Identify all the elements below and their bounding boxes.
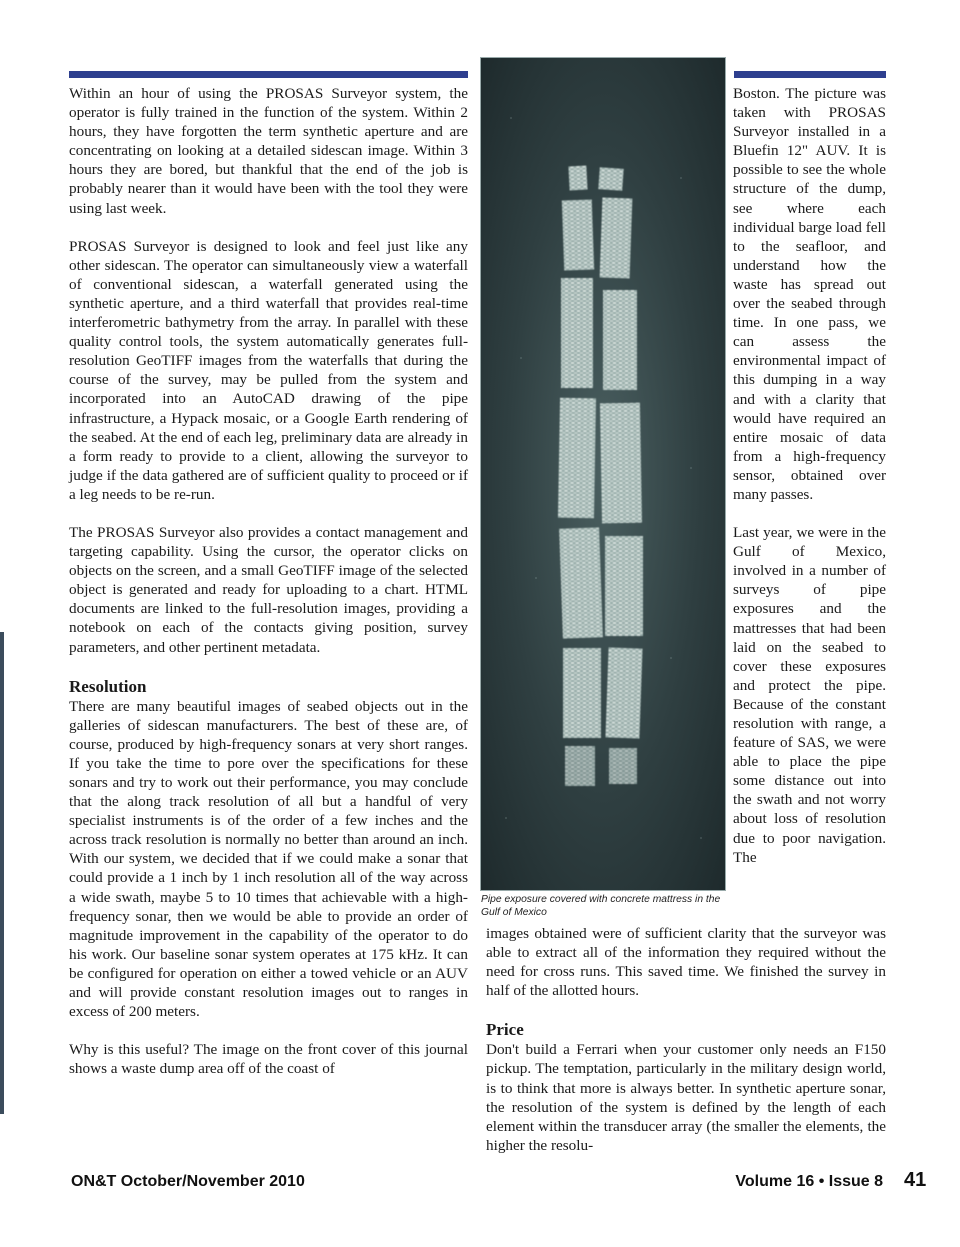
figure-caption: Pipe exposure covered with concrete mattress in the Gulf of Mexico bbox=[481, 894, 721, 918]
sonar-image bbox=[480, 57, 726, 891]
body-paragraph: PROSAS Surveyor is designed to look and feel just like any other sidescan. The operator can simultaneously view a waterfall of conventional sidescan, a waterfall generated using the synthetic aperture, and a third waterfall that provides real-time interferometric bathymetry from the array. In parallel with these quality control tools, the system automatically generates full-resolution GeoTIFF images from the waterfalls that during the course of the survey, may be pulled from the system and incorporated into an AutoCAD drawing of the pipe infrastructure, a Hypack mosaic, or a Google Earth rendering of the seabed. At the end of each leg, preliminary data are already in a form ready to provide to a client, allowing the surveyor to judge if the data gathered are of sufficient quality to proceed or if a leg needs to be re-run. bbox=[69, 237, 468, 503]
page-number: 41 bbox=[904, 1169, 927, 1191]
footer-publication: ON&T October/November 2010 bbox=[71, 1173, 305, 1190]
section-heading-price: Price bbox=[486, 1020, 524, 1040]
body-paragraph: There are many beautiful images of seabed objects out in the galleries of sidescan manufacturers. The best of these are, of course, produced by high-frequency sonars at very short ranges. If you take the time to pore over the specifications for these sonars and try to work out their performance, you may conclude that the along track resolution of all but a handful of very specialist instruments is of the order of a few inches and the across track resolution is normally no better than around an inch. With our system, we decided that if we could make a sonar that could provide a 1 inch by 1 inch resolution all of the way across a wide swath, maybe 5 to 10 times that achievable with a high-frequency sonar, then we would be able to provide an order of magnitude improvement in the capability of the operator to do his work. Our baseline sonar system operates at 175 kHz. It can be configured for operation on either a towed vehicle or an AUV and will provide constant resolution images out to ranges in excess of 200 meters. bbox=[69, 697, 468, 1021]
body-paragraph: The PROSAS Surveyor also provides a contact management and targeting capability. Using the cursor, the operator clicks on objects on the screen, and a small GeoTIFF image of the selected object is generated and ready for uploading to a chart. HTML documents are linked to the full-resolution images, providing a notebook on each of the contacts giving position, survey parameters, and other pertinent metadata. bbox=[69, 523, 468, 656]
right-column bbox=[733, 84, 886, 886]
body-paragraph: Don't build a Ferrari when your customer only needs an F150 pickup. The temptation, particularly in the military design world, is to think that more is always better. In synthetic aperture sonar, the resolution of the system is defined by the length of each element within the transducer array (the smaller the elements, the higher the resolu- bbox=[486, 1041, 886, 1154]
body-paragraph: images obtained were of sufficient clarity that the surveyor was able to extract all of the information they required without the need for cross runs. This saved time. We finished the survey in half of the allotted hours. bbox=[486, 925, 886, 1000]
sonar-image-graphic bbox=[481, 58, 725, 890]
bottom-right-column bbox=[486, 924, 886, 1155]
body-paragraph: Last year, we were in the Gulf of Mexico, involved in a number of surveys of pipe exposures and the mattresses that had been laid on the seabed to cover these exposures and protect the pipe. Because of the constant resolution with range, a feature of SAS, we were able to place the pipe some distance out into the swath and not worry about loss of resolution due to poor navigation. The bbox=[733, 524, 886, 866]
section-heading-resolution: Resolution bbox=[69, 676, 147, 696]
footer-issue: Volume 16 • Issue 8 bbox=[735, 1173, 883, 1190]
top-rule-left bbox=[69, 71, 468, 78]
body-paragraph: Within an hour of using the PROSAS Surveyor system, the operator is fully trained in the function of the system. Within 2 hours, they have forgotten the term synthetic aperture and are concentrating on looking at a detailed sidescan image. Within 3 hours they are bored, but thankful that the end of the job is probably nearer than it would have been with the tool they were using last week. bbox=[69, 85, 468, 217]
page-edge-bar bbox=[0, 632, 4, 1114]
left-column bbox=[69, 84, 468, 1078]
body-paragraph: Why is this useful? The image on the front cover of this journal shows a waste dump area off of the coast of bbox=[69, 1041, 468, 1078]
body-paragraph: Boston. The picture was taken with PROSAS Surveyor installed in a Bluefin 12" AUV. It is possible to see the whole structure of the dump, see where each individual barge load fell to the seafloor, and understand how the waste has spread out over the seabed through time. In one pass, we can assess the environmental impact of this dumping in a way and with a clarity that would have required an entire mosaic of data from a high-frequency sensor, obtained over many passes. bbox=[733, 85, 886, 503]
top-rule-right bbox=[734, 71, 886, 78]
